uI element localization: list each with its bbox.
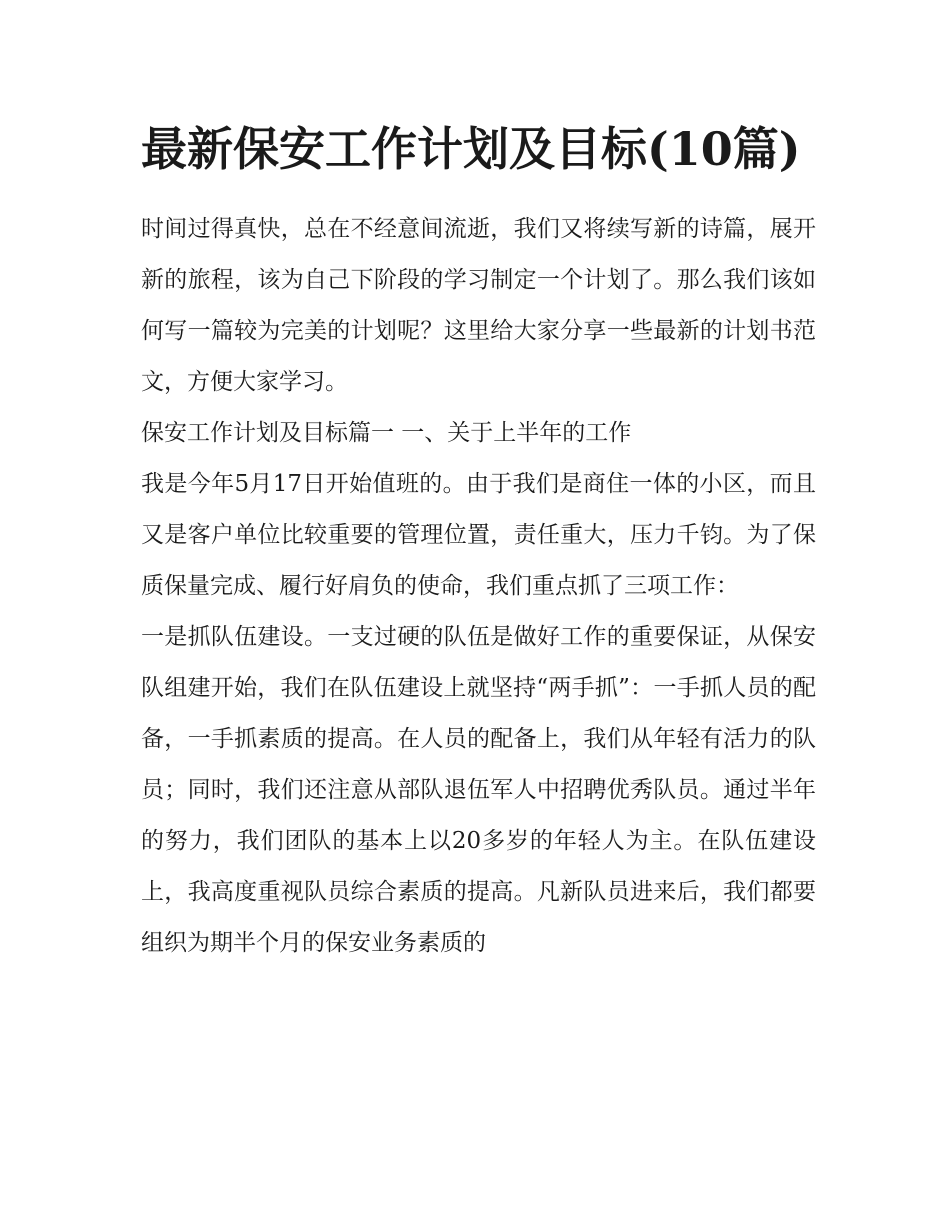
intro-paragraph: 时间过得真快，总在不经意间流逝，我们又将续写新的诗篇，展开新的旅程，该为自己下阶段的学习制定一个计划了。那么我们该如何写一篇较为完美的计划呢？这里给大家分享一些最新的计划书范文，方便大家学习。 <box>141 216 816 395</box>
document-page <box>141 112 816 969</box>
section-heading: 保安工作计划及目标篇一 一、关于上半年的工作 <box>141 420 632 446</box>
body-paragraph-1: 我是今年5月17日开始值班的。由于我们是商住一体的小区，而且又是客户单位比较重要的管理位置，责任重大，压力千钧。为了保质保量完成、履行好肩负的使命，我们重点抓了三项工作： <box>141 471 816 599</box>
document-title: 最新保安工作计划及目标(10篇) <box>141 122 801 176</box>
body-paragraph-2: 一是抓队伍建设。一支过硬的队伍是做好工作的重要保证，从保安队组建开始，我们在队伍建设上就坚持“两手抓”：一手抓人员的配备，一手抓素质的提高。在人员的配备上，我们从年轻有活力的队员；同时，我们还注意从部队退伍军人中招聘优秀队员。通过半年的努力，我们团队的基本上以20多岁的年轻人为主。在队伍建设上，我高度重视队员综合素质的提高。凡新队员进来后，我们都要组织为期半个月的保安业务素质的 <box>141 624 816 956</box>
